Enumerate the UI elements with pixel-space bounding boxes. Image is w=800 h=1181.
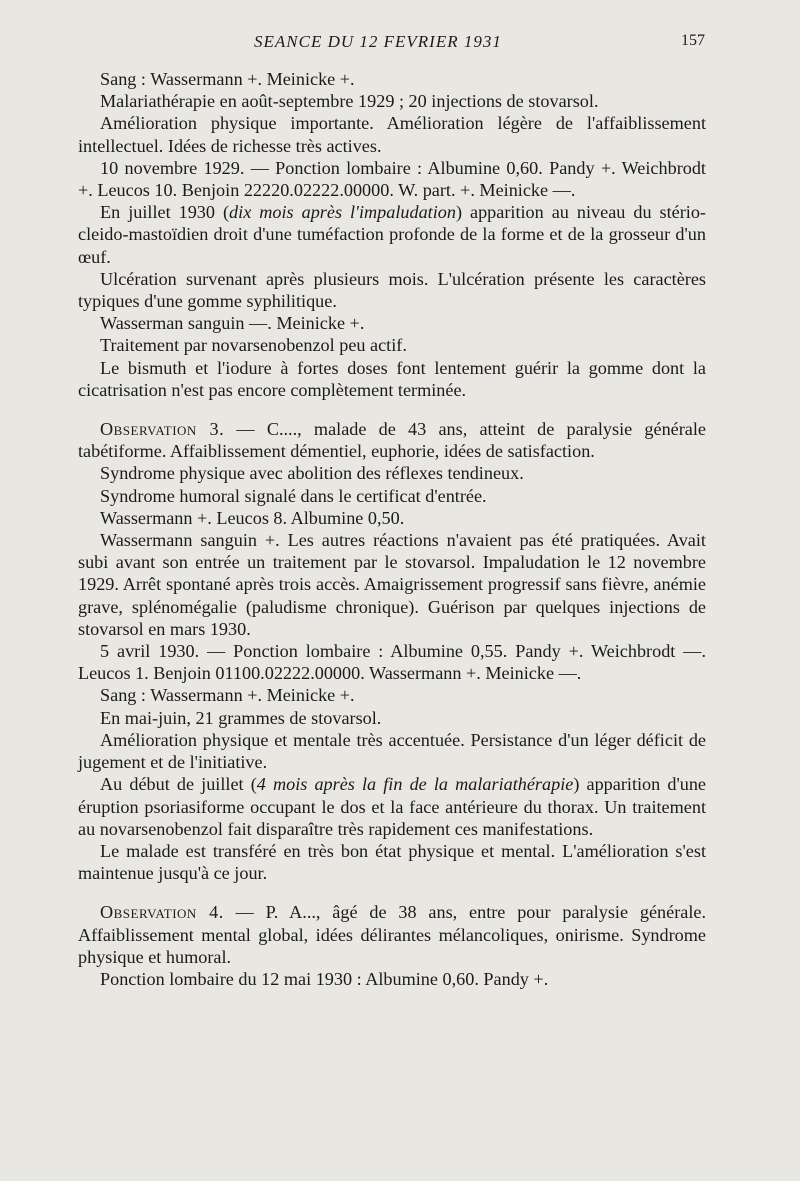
observation-label: Observation 3.: [100, 419, 225, 440]
paragraph: Le malade est transféré en très bon état physique et mental. L'amélioration s'est maintenue jusqu'à ce jour.: [78, 840, 706, 884]
paragraph-text: En juillet 1930 (: [100, 202, 230, 223]
paragraph: 10 novembre 1929. — Ponction lombaire : Albumine 0,60. Pandy +. Weichbrodt +. Leucos 10. Benjoin 22220.02222.00000. W. part. +. Meinicke —.: [78, 157, 706, 201]
paragraph: Le bismuth et l'iodure à fortes doses font lentement guérir la gomme dont la cicatrisation n'est pas encore complètement terminée.: [78, 357, 706, 400]
page-header: [80, 32, 705, 58]
paragraph: Wassermann sanguin +. Les autres réactions n'avaient pas été pratiquées. Avait subi avant son entrée un traitement par le stovarsol. Impaludation le 12 novembre 1929. Arrêt spontané après trois accès. Amaigrissement progressif sans fièvre, anémie grave, splénomégalie (paludisme chronique). Guérison par quelques injections de stovarsol en mars 1930.: [78, 530, 706, 639]
observation-paragraph: [78, 901, 706, 968]
paragraph: Wasserman sanguin —. Meinicke +.: [100, 313, 365, 334]
paragraph: Traitement par novarsenobenzol peu actif.: [100, 335, 407, 356]
paragraph: Wassermann +. Leucos 8. Albumine 0,50.: [100, 507, 405, 528]
paragraph-text: ) apparition au niveau du stério-cleido-mastoïdien droit d'une tuméfaction profonde de la forme et de la grosseur d'un œuf.: [78, 202, 706, 267]
italic-phrase: dix mois après l'impaludation: [229, 202, 456, 223]
paragraph-text: — C...., malade de 43 ans, atteint de paralysie générale tabétiforme. Affaiblissement démentiel, euphorie, idées de satisfaction.: [78, 419, 707, 462]
page-number: 157: [681, 32, 705, 49]
paragraph: [78, 201, 706, 268]
paragraph: Syndrome humoral signalé dans le certificat d'entrée.: [100, 485, 487, 506]
paragraph-text: — P. A..., âgé de 38 ans, entre pour paralysie générale. Affaiblissement mental global, idées délirantes mélancoliques, onirisme. Syndrome physique et humoral.: [78, 902, 707, 967]
paragraph: Sang : Wassermann +. Meinicke +.: [100, 685, 355, 706]
paragraph-text: ) apparition d'une éruption psoriasiforme occupant le dos et la face antérieure du thorax. Un traitement au novarsenobenzol fait disparaître très rapidement ces manifestations.: [78, 774, 706, 839]
paragraph: Ponction lombaire du 12 mai 1930 : Albumine 0,60. Pandy +.: [100, 968, 549, 989]
observation-paragraph: [78, 418, 706, 462]
paragraph: 5 avril 1930. — Ponction lombaire : Albumine 0,55. Pandy +. Weichbrodt —. Leucos 1. Benjoin 01100.02222.00000. Wassermann +. Meinicke —.: [78, 641, 706, 684]
paragraph: Ulcération survenant après plusieurs mois. L'ulcération présente les caractères typiques d'une gomme syphilitique.: [78, 268, 706, 312]
paragraph: Amélioration physique importante. Amélioration légère de l'affaiblissement intellectuel. Idées de richesse très actives.: [78, 113, 706, 156]
paragraph: Sang : Wassermann +. Meinicke +.: [100, 69, 355, 89]
paragraph: [78, 773, 706, 840]
italic-phrase: 4 mois après la fin de la malariathérapie: [256, 774, 574, 795]
paragraph: Amélioration physique et mentale très accentuée. Persistance d'un léger déficit de jugement et de l'initiative.: [78, 729, 706, 773]
running-title: SEANCE DU 12 FEVRIER 1931: [254, 32, 502, 51]
paragraph: En mai-juin, 21 grammes de stovarsol.: [100, 707, 382, 728]
paragraph-text: Au début de juillet (: [100, 774, 257, 795]
observation-label: Observation 4.: [100, 902, 224, 923]
paragraph: Malariathérapie en août-septembre 1929 ; 20 injections de stovarsol.: [100, 91, 599, 112]
paragraph: Syndrome physique avec abolition des réflexes tendineux.: [100, 463, 524, 484]
body-text: [78, 68, 706, 990]
